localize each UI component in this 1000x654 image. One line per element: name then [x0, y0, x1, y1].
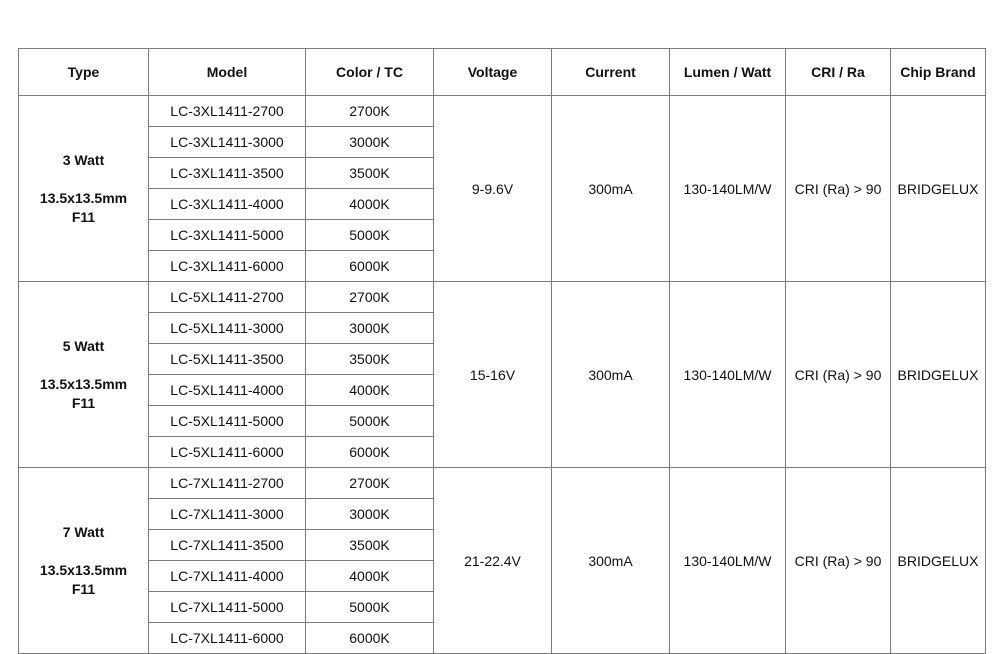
- color-tc-cell: 3500K: [306, 530, 434, 561]
- model-cell: LC-5XL1411-3000: [149, 313, 306, 344]
- type-cell: [19, 96, 149, 282]
- table-row: [19, 96, 986, 127]
- voltage-cell: 9-9.6V: [434, 96, 552, 282]
- header-color-tc: Color / TC: [306, 49, 434, 96]
- header-type: Type: [19, 49, 149, 96]
- model-cell: LC-7XL1411-4000: [149, 561, 306, 592]
- color-tc-cell: 5000K: [306, 592, 434, 623]
- color-tc-cell: 5000K: [306, 406, 434, 437]
- current-cell: 300mA: [552, 468, 670, 654]
- model-cell: LC-7XL1411-6000: [149, 623, 306, 654]
- color-tc-cell: 6000K: [306, 437, 434, 468]
- cri-cell: CRI (Ra) > 90: [786, 282, 891, 468]
- model-cell: LC-5XL1411-4000: [149, 375, 306, 406]
- table-body: [19, 96, 986, 654]
- header-cri-ra: CRI / Ra: [786, 49, 891, 96]
- model-cell: LC-5XL1411-3500: [149, 344, 306, 375]
- model-cell: LC-3XL1411-3500: [149, 158, 306, 189]
- current-cell: 300mA: [552, 282, 670, 468]
- cri-cell: CRI (Ra) > 90: [786, 468, 891, 654]
- header-row: [19, 49, 986, 96]
- model-cell: LC-3XL1411-4000: [149, 189, 306, 220]
- color-tc-cell: 4000K: [306, 375, 434, 406]
- type-size: 13.5x13.5mm: [39, 375, 128, 392]
- model-cell: LC-5XL1411-5000: [149, 406, 306, 437]
- type-package: F11: [71, 394, 96, 411]
- model-cell: LC-5XL1411-2700: [149, 282, 306, 313]
- model-cell: LC-3XL1411-2700: [149, 96, 306, 127]
- model-cell: LC-7XL1411-3000: [149, 499, 306, 530]
- type-watt: 7 Watt: [62, 523, 105, 540]
- color-tc-cell: 4000K: [306, 189, 434, 220]
- table-header: [19, 49, 986, 96]
- color-tc-cell: 5000K: [306, 220, 434, 251]
- color-tc-cell: 3500K: [306, 344, 434, 375]
- table-row: [19, 468, 986, 499]
- type-size: 13.5x13.5mm: [39, 189, 128, 206]
- voltage-cell: 15-16V: [434, 282, 552, 468]
- lumen-watt-cell: 130-140LM/W: [670, 96, 786, 282]
- model-cell: LC-5XL1411-6000: [149, 437, 306, 468]
- voltage-cell: 21-22.4V: [434, 468, 552, 654]
- color-tc-cell: 2700K: [306, 468, 434, 499]
- color-tc-cell: 6000K: [306, 623, 434, 654]
- header-model: Model: [149, 49, 306, 96]
- cri-cell: CRI (Ra) > 90: [786, 96, 891, 282]
- color-tc-cell: 2700K: [306, 96, 434, 127]
- header-voltage: Voltage: [434, 49, 552, 96]
- chip-brand-cell: BRIDGELUX: [891, 96, 986, 282]
- color-tc-cell: 3000K: [306, 499, 434, 530]
- type-package: F11: [71, 208, 96, 225]
- color-tc-cell: 3000K: [306, 127, 434, 158]
- color-tc-cell: 4000K: [306, 561, 434, 592]
- lumen-watt-cell: 130-140LM/W: [670, 282, 786, 468]
- model-cell: LC-7XL1411-5000: [149, 592, 306, 623]
- table-row: [19, 282, 986, 313]
- model-cell: LC-3XL1411-5000: [149, 220, 306, 251]
- current-cell: 300mA: [552, 96, 670, 282]
- header-lumen-watt: Lumen / Watt: [670, 49, 786, 96]
- type-watt: 3 Watt: [62, 151, 105, 168]
- model-cell: LC-7XL1411-3500: [149, 530, 306, 561]
- color-tc-cell: 3000K: [306, 313, 434, 344]
- type-package: F11: [71, 580, 96, 597]
- color-tc-cell: 6000K: [306, 251, 434, 282]
- chip-brand-cell: BRIDGELUX: [891, 468, 986, 654]
- type-watt: 5 Watt: [62, 337, 105, 354]
- chip-brand-cell: BRIDGELUX: [891, 282, 986, 468]
- type-size: 13.5x13.5mm: [39, 561, 128, 578]
- color-tc-cell: 3500K: [306, 158, 434, 189]
- lumen-watt-cell: 130-140LM/W: [670, 468, 786, 654]
- model-cell: LC-7XL1411-2700: [149, 468, 306, 499]
- color-tc-cell: 2700K: [306, 282, 434, 313]
- type-cell: [19, 468, 149, 654]
- header-current: Current: [552, 49, 670, 96]
- header-chip-brand: Chip Brand: [891, 49, 986, 96]
- type-cell: [19, 282, 149, 468]
- model-cell: LC-3XL1411-6000: [149, 251, 306, 282]
- model-cell: LC-3XL1411-3000: [149, 127, 306, 158]
- spec-table: [18, 48, 986, 654]
